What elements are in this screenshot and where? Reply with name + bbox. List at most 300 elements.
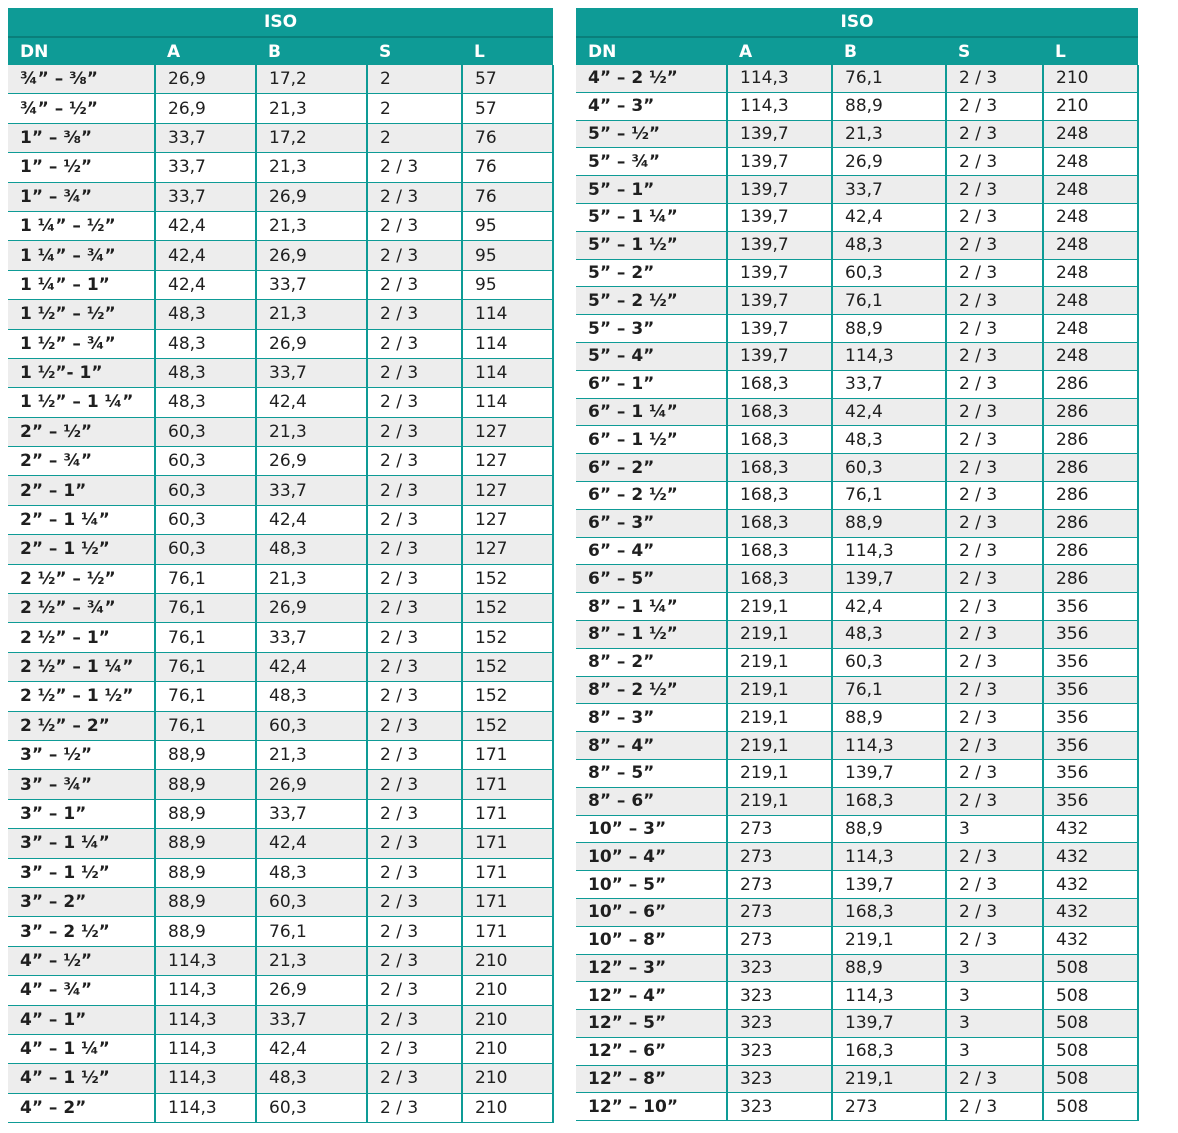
cell-s: 2 / 3 — [367, 505, 462, 534]
cell-dn: 1” – ⅜” — [8, 123, 155, 152]
cell-b: 60,3 — [832, 454, 946, 482]
cell-b: 88,9 — [832, 954, 946, 982]
cell-b: 21,3 — [256, 153, 367, 182]
cell-dn: 2” – 1 ½” — [8, 535, 155, 564]
cell-dn: ¾” – ⅜” — [8, 65, 155, 94]
cell-l: 127 — [462, 476, 553, 505]
table-row — [8, 976, 553, 1005]
cell-a: 114,3 — [155, 976, 256, 1005]
cell-dn: 4” – ¾” — [8, 976, 155, 1005]
cell-a: 273 — [727, 843, 832, 871]
cell-b: 17,2 — [256, 65, 367, 94]
cell-b: 21,3 — [832, 120, 946, 148]
cell-s: 2 / 3 — [946, 65, 1043, 92]
cell-s: 3 — [946, 982, 1043, 1010]
cell-a: 88,9 — [155, 829, 256, 858]
table-row — [8, 329, 553, 358]
cell-s: 2 / 3 — [367, 740, 462, 769]
cell-a: 219,1 — [727, 787, 832, 815]
cell-a: 168,3 — [727, 481, 832, 509]
cell-l: 248 — [1043, 176, 1138, 204]
cell-b: 21,3 — [256, 740, 367, 769]
table-row — [576, 203, 1138, 231]
column-header-a: A — [727, 37, 832, 65]
cell-b: 60,3 — [832, 259, 946, 287]
cell-dn: 2 ½” – 2” — [8, 711, 155, 740]
cell-b: 42,4 — [256, 1034, 367, 1063]
cell-dn: 1 ½” – ½” — [8, 300, 155, 329]
cell-l: 248 — [1043, 203, 1138, 231]
cell-l: 152 — [462, 711, 553, 740]
column-header-b: B — [256, 37, 367, 65]
cell-s: 2 / 3 — [946, 148, 1043, 176]
cell-a: 139,7 — [727, 176, 832, 204]
cell-l: 286 — [1043, 537, 1138, 565]
column-header-l: L — [1043, 37, 1138, 65]
cell-l: 356 — [1043, 787, 1138, 815]
cell-s: 2 / 3 — [946, 1065, 1043, 1093]
cell-s: 2 / 3 — [946, 787, 1043, 815]
cell-l: 432 — [1043, 898, 1138, 926]
cell-dn: 6” – 2” — [576, 454, 727, 482]
cell-a: 139,7 — [727, 315, 832, 343]
cell-b: 21,3 — [256, 94, 367, 123]
table-row — [8, 946, 553, 975]
cell-dn: 10” – 6” — [576, 898, 727, 926]
cell-a: 60,3 — [155, 476, 256, 505]
cell-l: 286 — [1043, 481, 1138, 509]
cell-s: 2 / 3 — [367, 358, 462, 387]
cell-l: 57 — [462, 65, 553, 94]
cell-s: 2 / 3 — [367, 329, 462, 358]
group-title: ISO — [576, 8, 1138, 37]
cell-dn: 1 ¼” – ½” — [8, 211, 155, 240]
cell-s: 2 — [367, 123, 462, 152]
cell-l: 171 — [462, 858, 553, 887]
cell-s: 3 — [946, 1010, 1043, 1038]
cell-b: 48,3 — [256, 1064, 367, 1093]
cell-a: 60,3 — [155, 417, 256, 446]
table-row — [8, 388, 553, 417]
cell-l: 114 — [462, 358, 553, 387]
cell-b: 114,3 — [832, 982, 946, 1010]
cell-l: 95 — [462, 211, 553, 240]
cell-l: 248 — [1043, 287, 1138, 315]
table-row — [576, 926, 1138, 954]
cell-a: 60,3 — [155, 505, 256, 534]
cell-dn: 4” – 1 ¼” — [8, 1034, 155, 1063]
cell-a: 168,3 — [727, 565, 832, 593]
table-row — [8, 358, 553, 387]
cell-a: 76,1 — [155, 682, 256, 711]
table-row — [576, 148, 1138, 176]
table-row — [576, 1065, 1138, 1093]
cell-l: 432 — [1043, 871, 1138, 899]
table-row — [8, 1093, 553, 1122]
cell-b: 48,3 — [832, 620, 946, 648]
cell-s: 2 / 3 — [367, 447, 462, 476]
cell-l: 210 — [462, 976, 553, 1005]
cell-b: 168,3 — [832, 787, 946, 815]
table-row — [576, 1093, 1138, 1121]
table-row — [576, 843, 1138, 871]
cell-s: 2 / 3 — [367, 1093, 462, 1122]
cell-a: 26,9 — [155, 94, 256, 123]
table-row — [8, 476, 553, 505]
cell-b: 60,3 — [256, 1093, 367, 1122]
cell-s: 3 — [946, 954, 1043, 982]
table-row — [576, 898, 1138, 926]
cell-s: 2 / 3 — [367, 652, 462, 681]
cell-b: 114,3 — [832, 537, 946, 565]
cell-a: 323 — [727, 1065, 832, 1093]
cell-l: 356 — [1043, 648, 1138, 676]
cell-b: 42,4 — [832, 593, 946, 621]
table-row — [8, 917, 553, 946]
cell-dn: 5” – 3” — [576, 315, 727, 343]
cell-l: 171 — [462, 917, 553, 946]
cell-s: 2 / 3 — [946, 509, 1043, 537]
table-row — [8, 1034, 553, 1063]
table-row — [576, 315, 1138, 343]
cell-s: 2 / 3 — [946, 620, 1043, 648]
cell-s: 2 / 3 — [367, 1064, 462, 1093]
cell-s: 2 — [367, 65, 462, 94]
cell-l: 508 — [1043, 982, 1138, 1010]
cell-a: 42,4 — [155, 270, 256, 299]
cell-b: 33,7 — [256, 358, 367, 387]
cell-a: 42,4 — [155, 241, 256, 270]
cell-dn: 4” – 3” — [576, 92, 727, 120]
cell-dn: 5” – 2” — [576, 259, 727, 287]
table-row — [576, 815, 1138, 843]
cell-b: 76,1 — [256, 917, 367, 946]
cell-dn: 2 ½” – ¾” — [8, 594, 155, 623]
cell-b: 26,9 — [256, 976, 367, 1005]
cell-dn: 8” – 3” — [576, 704, 727, 732]
cell-dn: 2 ½” – 1 ¼” — [8, 652, 155, 681]
cell-l: 127 — [462, 447, 553, 476]
cell-b: 21,3 — [256, 946, 367, 975]
cell-l: 171 — [462, 770, 553, 799]
cell-b: 76,1 — [832, 481, 946, 509]
cell-dn: 8” – 2 ½” — [576, 676, 727, 704]
cell-a: 139,7 — [727, 120, 832, 148]
column-header-dn: DN — [8, 37, 155, 65]
cell-l: 114 — [462, 300, 553, 329]
cell-a: 273 — [727, 898, 832, 926]
cell-b: 42,4 — [832, 203, 946, 231]
cell-a: 323 — [727, 1093, 832, 1121]
cell-s: 2 / 3 — [367, 417, 462, 446]
group-title: ISO — [8, 8, 553, 37]
cell-b: 60,3 — [832, 648, 946, 676]
cell-s: 2 / 3 — [367, 300, 462, 329]
cell-dn: 5” – 4” — [576, 342, 727, 370]
cell-l: 432 — [1043, 926, 1138, 954]
cell-a: 48,3 — [155, 388, 256, 417]
cell-a: 88,9 — [155, 858, 256, 887]
cell-a: 76,1 — [155, 711, 256, 740]
cell-s: 2 / 3 — [367, 623, 462, 652]
cell-s: 2 / 3 — [946, 259, 1043, 287]
cell-s: 2 / 3 — [946, 648, 1043, 676]
cell-l: 356 — [1043, 593, 1138, 621]
table-row — [576, 787, 1138, 815]
cell-l: 76 — [462, 153, 553, 182]
cell-l: 286 — [1043, 370, 1138, 398]
cell-l: 356 — [1043, 620, 1138, 648]
cell-a: 48,3 — [155, 329, 256, 358]
cell-s: 2 / 3 — [367, 564, 462, 593]
cell-b: 139,7 — [832, 1010, 946, 1038]
cell-dn: 12” – 10” — [576, 1093, 727, 1121]
cell-a: 114,3 — [155, 1093, 256, 1122]
cell-a: 219,1 — [727, 704, 832, 732]
cell-b: 26,9 — [256, 447, 367, 476]
cell-s: 2 / 3 — [367, 976, 462, 1005]
table-row — [576, 259, 1138, 287]
cell-s: 2 / 3 — [367, 1034, 462, 1063]
column-header-b: B — [832, 37, 946, 65]
cell-dn: 3” – 2 ½” — [8, 917, 155, 946]
cell-s: 2 / 3 — [946, 120, 1043, 148]
cell-s: 2 / 3 — [367, 211, 462, 240]
cell-s: 2 / 3 — [946, 398, 1043, 426]
cell-l: 286 — [1043, 398, 1138, 426]
table-row — [8, 711, 553, 740]
cell-b: 114,3 — [832, 342, 946, 370]
cell-s: 2 / 3 — [367, 594, 462, 623]
cell-s: 2 / 3 — [946, 843, 1043, 871]
cell-l: 356 — [1043, 676, 1138, 704]
cell-a: 114,3 — [727, 65, 832, 92]
cell-dn: 5” – 2 ½” — [576, 287, 727, 315]
table-row — [576, 1010, 1138, 1038]
cell-l: 286 — [1043, 565, 1138, 593]
table-row — [576, 120, 1138, 148]
cell-l: 356 — [1043, 704, 1138, 732]
cell-l: 210 — [462, 1005, 553, 1034]
cell-b: 26,9 — [256, 329, 367, 358]
cell-b: 168,3 — [832, 898, 946, 926]
cell-s: 2 / 3 — [946, 565, 1043, 593]
table-row — [8, 300, 553, 329]
cell-a: 88,9 — [155, 770, 256, 799]
cell-dn: 8” – 4” — [576, 732, 727, 760]
cell-l: 127 — [462, 417, 553, 446]
cell-s: 2 / 3 — [946, 426, 1043, 454]
cell-l: 508 — [1043, 1010, 1138, 1038]
cell-s: 2 / 3 — [946, 704, 1043, 732]
cell-s: 2 / 3 — [946, 342, 1043, 370]
cell-a: 273 — [727, 871, 832, 899]
cell-dn: 10” – 5” — [576, 871, 727, 899]
cell-dn: 1 ½”- 1” — [8, 358, 155, 387]
cell-dn: 10” – 8” — [576, 926, 727, 954]
cell-b: 88,9 — [832, 92, 946, 120]
cell-dn: 12” – 4” — [576, 982, 727, 1010]
cell-a: 88,9 — [155, 887, 256, 916]
cell-l: 508 — [1043, 1065, 1138, 1093]
table-row — [8, 623, 553, 652]
cell-b: 139,7 — [832, 871, 946, 899]
table-row — [8, 564, 553, 593]
cell-dn: 12” – 8” — [576, 1065, 727, 1093]
cell-dn: 8” – 2” — [576, 648, 727, 676]
column-header-s: S — [946, 37, 1043, 65]
cell-l: 127 — [462, 535, 553, 564]
table-row — [576, 676, 1138, 704]
cell-b: 88,9 — [832, 704, 946, 732]
table-row — [576, 398, 1138, 426]
table-row — [576, 732, 1138, 760]
table-row — [8, 594, 553, 623]
cell-b: 219,1 — [832, 1065, 946, 1093]
cell-l: 95 — [462, 241, 553, 270]
cell-a: 139,7 — [727, 342, 832, 370]
cell-dn: 8” – 5” — [576, 759, 727, 787]
table-row — [576, 982, 1138, 1010]
cell-dn: 6” – 5” — [576, 565, 727, 593]
cell-a: 33,7 — [155, 153, 256, 182]
cell-s: 2 / 3 — [946, 92, 1043, 120]
cell-a: 168,3 — [727, 370, 832, 398]
table-row — [8, 153, 553, 182]
table-row — [576, 509, 1138, 537]
cell-l: 95 — [462, 270, 553, 299]
cell-a: 139,7 — [727, 148, 832, 176]
cell-b: 21,3 — [256, 300, 367, 329]
cell-b: 48,3 — [256, 682, 367, 711]
cell-a: 168,3 — [727, 426, 832, 454]
table-row — [8, 770, 553, 799]
cell-l: 248 — [1043, 231, 1138, 259]
cell-a: 33,7 — [155, 182, 256, 211]
cell-a: 114,3 — [155, 946, 256, 975]
cell-b: 273 — [832, 1093, 946, 1121]
cell-l: 432 — [1043, 815, 1138, 843]
cell-a: 114,3 — [727, 92, 832, 120]
cell-l: 127 — [462, 505, 553, 534]
cell-dn: 3” – ½” — [8, 740, 155, 769]
cell-l: 432 — [1043, 843, 1138, 871]
cell-a: 88,9 — [155, 740, 256, 769]
cell-dn: 5” – ½” — [576, 120, 727, 148]
cell-a: 168,3 — [727, 509, 832, 537]
table-row — [8, 652, 553, 681]
cell-b: 76,1 — [832, 676, 946, 704]
cell-s: 2 / 3 — [946, 1093, 1043, 1121]
cell-b: 76,1 — [832, 65, 946, 92]
cell-b: 48,3 — [832, 426, 946, 454]
cell-b: 42,4 — [256, 505, 367, 534]
cell-l: 171 — [462, 740, 553, 769]
table-row — [576, 871, 1138, 899]
cell-b: 21,3 — [256, 564, 367, 593]
table-row — [8, 182, 553, 211]
column-header-s: S — [367, 37, 462, 65]
cell-s: 2 / 3 — [946, 481, 1043, 509]
cell-dn: 6” – 1 ½” — [576, 426, 727, 454]
cell-s: 2 / 3 — [946, 315, 1043, 343]
cell-a: 219,1 — [727, 759, 832, 787]
cell-l: 210 — [462, 1034, 553, 1063]
cell-b: 21,3 — [256, 417, 367, 446]
cell-l: 114 — [462, 329, 553, 358]
cell-dn: 6” – 1” — [576, 370, 727, 398]
cell-dn: 3” – ¾” — [8, 770, 155, 799]
table-row — [8, 270, 553, 299]
cell-s: 2 / 3 — [367, 917, 462, 946]
table-row — [576, 176, 1138, 204]
cell-b: 219,1 — [832, 926, 946, 954]
table-row — [576, 593, 1138, 621]
cell-b: 21,3 — [256, 211, 367, 240]
cell-s: 2 / 3 — [367, 241, 462, 270]
cell-a: 114,3 — [155, 1064, 256, 1093]
cell-s: 2 / 3 — [946, 287, 1043, 315]
cell-dn: 1” – ½” — [8, 153, 155, 182]
column-header-dn: DN — [576, 37, 727, 65]
cell-dn: 5” – 1 ½” — [576, 231, 727, 259]
table-row — [576, 620, 1138, 648]
cell-dn: 5” – 1” — [576, 176, 727, 204]
cell-s: 2 / 3 — [367, 388, 462, 417]
cell-b: 26,9 — [256, 770, 367, 799]
cell-l: 356 — [1043, 759, 1138, 787]
column-header-a: A — [155, 37, 256, 65]
cell-a: 139,7 — [727, 287, 832, 315]
cell-s: 3 — [946, 815, 1043, 843]
table-row — [576, 287, 1138, 315]
cell-b: 60,3 — [256, 711, 367, 740]
cell-s: 2 / 3 — [367, 946, 462, 975]
cell-s: 2 / 3 — [367, 799, 462, 828]
cell-s: 2 / 3 — [946, 732, 1043, 760]
cell-b: 26,9 — [832, 148, 946, 176]
iso-table-left — [8, 8, 554, 1123]
cell-dn: 6” – 1 ¼” — [576, 398, 727, 426]
cell-a: 219,1 — [727, 593, 832, 621]
cell-l: 76 — [462, 182, 553, 211]
cell-s: 2 / 3 — [946, 203, 1043, 231]
cell-b: 60,3 — [256, 887, 367, 916]
cell-a: 168,3 — [727, 398, 832, 426]
cell-l: 248 — [1043, 315, 1138, 343]
cell-dn: 4” – ½” — [8, 946, 155, 975]
cell-a: 323 — [727, 954, 832, 982]
cell-a: 60,3 — [155, 535, 256, 564]
cell-s: 2 / 3 — [367, 682, 462, 711]
cell-s: 2 / 3 — [946, 231, 1043, 259]
cell-dn: 5” – 1 ¼” — [576, 203, 727, 231]
cell-dn: 1” – ¾” — [8, 182, 155, 211]
cell-b: 26,9 — [256, 594, 367, 623]
cell-a: 60,3 — [155, 447, 256, 476]
cell-b: 33,7 — [256, 799, 367, 828]
cell-b: 88,9 — [832, 315, 946, 343]
cell-b: 17,2 — [256, 123, 367, 152]
cell-l: 152 — [462, 623, 553, 652]
table-row — [8, 94, 553, 123]
cell-dn: 8” – 1 ½” — [576, 620, 727, 648]
table-row — [8, 1064, 553, 1093]
cell-s: 2 / 3 — [946, 176, 1043, 204]
cell-s: 2 / 3 — [367, 1005, 462, 1034]
table-row — [8, 447, 553, 476]
cell-s: 2 / 3 — [946, 454, 1043, 482]
